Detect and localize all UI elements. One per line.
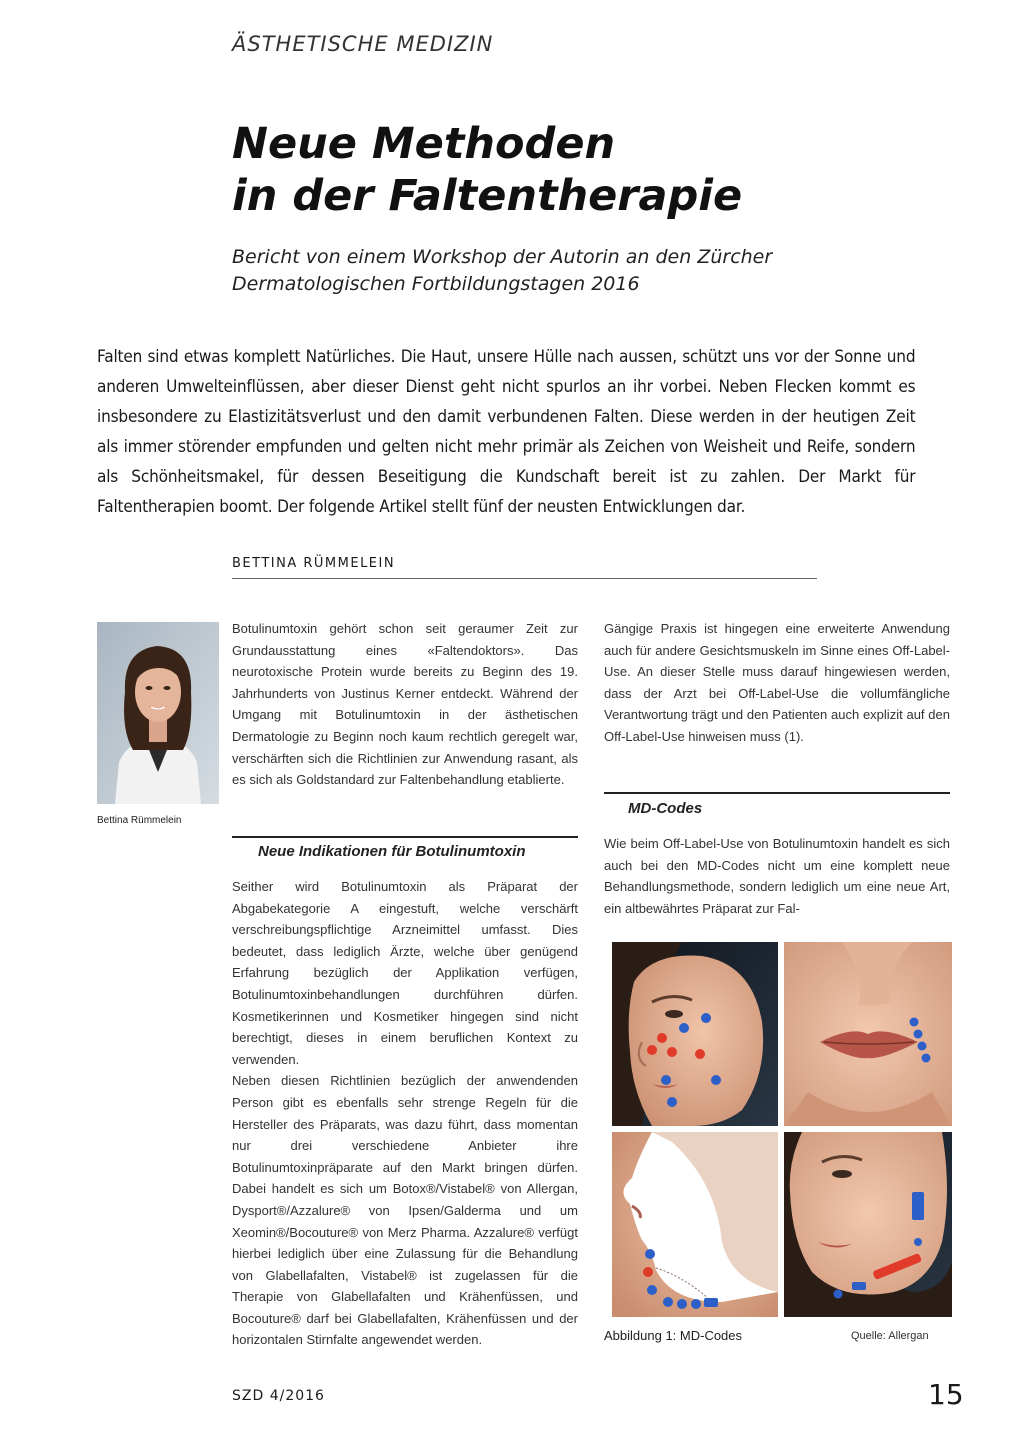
column-1-intro — [232, 618, 578, 791]
author-photo — [97, 622, 219, 804]
subheading-rule — [604, 792, 950, 794]
author-divider — [232, 578, 817, 579]
subtitle-line-1: Bericht von einem Workshop der Autorin an den Zürcher — [232, 246, 773, 268]
paragraph: Neben diesen Richtlinien bezüglich der anwendenden Person gibt es ebenfalls sehr strenge Regeln für die Hersteller des Präparats, was dazu führt, dass momentan nur drei verschiedene Anbieter ihre Botulinumtoxinpräparate auf den Markt bringen dürfen. Dabei handelt es sich um Botox®/Vistabel® von Allergan, Dysport®/Azzalure® von Ipsen/Galderma und um Xeomin®/Bocouture® von Merz Pharma. Azzalure® verfügt hierbei lediglich über eine Zulassung für die Behandlung von Glabellafalten, Vistabel® ist zugelassen für die Therapie von Glabellafalten und Krähenfüssen, und Bocouture® darf bei Glabellafalten, Krähenfüssen und der horizontalen Stirnfalte angewendet werden. — [232, 1073, 578, 1348]
md-codes-figure — [612, 942, 952, 1317]
panel-bottom-left — [612, 1132, 778, 1317]
section-label: ÄSTHETISCHE MEDIZIN — [232, 32, 494, 56]
subtitle-line-2: Dermatologischen Fortbildungstagen 2016 — [232, 273, 640, 295]
column-2-intro — [604, 618, 950, 748]
author-name: BETTINA RÜMMELEIN — [232, 556, 396, 571]
page-number: 15 — [928, 1378, 964, 1411]
paragraph: Seither wird Botulinumtoxin als Präparat der Abgabekategorie A eingestuft, welche verschärft verschreibungspflichtige Arzneimittel umfasst. Dies bedeutet, dass lediglich Ärzte, welche über genügend Erfahrung bezüglich der Applikation verfügen, Botulinumtoxinbehandlungen durchführen dürfen. Kosmetikerinnen und Kosmetiker hingegen sind nicht berechtigt, dieses in einem beruflichen Kontext zu verwenden. — [232, 879, 578, 1067]
lead-paragraph: Falten sind etwas komplett Natürliches. Die Haut, unsere Hülle nach aussen, schützt uns vor der Sonne und anderen Umwelteinflüssen, aber dieser Dienst geht nicht spurlos an ihr vorbei. Neben Flecken kommt es insbesondere zu Elastizitätsverlust und den damit verbundenen Falten. Diese werden in der heutigen Zeit als immer störender empfunden und gelten nicht mehr primär als Zeichen von Weisheit und Reife, sondern als Schönheitsmakel, für dessen Beseitigung die Kundschaft bereit ist zu zahlen. Der Markt für Faltentherapien boomt. Der folgende Artikel stellt fünf der neusten Entwicklungen dar. — [97, 347, 916, 516]
article-title — [232, 118, 952, 222]
title-line-2: in der Faltentherapie — [232, 171, 743, 221]
paragraph: Wie beim Off-Label-Use von Botulinumtoxin handelt es sich auch bei den MD-Codes nicht um eine komplett neue Behandlungsmethode, sondern lediglich um eine neue Art, ein altbewährtes Präparat zur Fal- — [604, 836, 950, 916]
panel-top-left — [612, 942, 778, 1126]
column-2-body — [604, 833, 950, 919]
panel-top-right — [784, 942, 952, 1126]
panel-bottom-right — [784, 1132, 952, 1317]
photo-caption: Bettina Rümmelein — [97, 815, 182, 826]
paragraph: Botulinumtoxin gehört schon seit geraumer Zeit zur Grundausstattung eines «Faltendoktors». Das neurotoxische Protein wurde bereits zu Beginn des 19. Jahrhunderts von Justinus Kerner entdeckt. Während der Umgang mit Botulinumtoxin in der ästhetischen Dermatologie zu Beginn noch kaum rechtlich geregelt war, verschärften sich die Richtlinien zur Anwendung rasant, als es sich als Goldstandard zur Faltenbehandlung etablierte. — [232, 621, 578, 788]
figure-source: Quelle: Allergan — [851, 1330, 929, 1342]
footer-issue: SZD 4/2016 — [232, 1388, 325, 1404]
subheading-rule — [232, 836, 578, 838]
md-codes-illustration — [612, 942, 952, 1317]
article-subtitle — [232, 244, 912, 298]
column-1-body — [232, 876, 578, 1351]
portrait-illustration — [97, 622, 219, 804]
subheading-botulinumtoxin: Neue Indikationen für Botulinumtoxin — [258, 843, 526, 860]
figure-caption: Abbildung 1: MD-Codes — [604, 1328, 743, 1343]
subheading-md-codes: MD-Codes — [628, 800, 703, 817]
paragraph: Gängige Praxis ist hingegen eine erweiterte Anwendung auch für andere Gesichtsmuskeln im Sinne eines Off-Label-Use. An dieser Stelle muss darauf hingewiesen werden, dass der Arzt bei Off-Label-Use die vollumfängliche Verantwortung trägt und den Patienten auch explizit auf den Off-Label-Use hinweisen muss (1). — [604, 621, 950, 744]
title-line-1: Neue Methoden — [232, 119, 616, 169]
